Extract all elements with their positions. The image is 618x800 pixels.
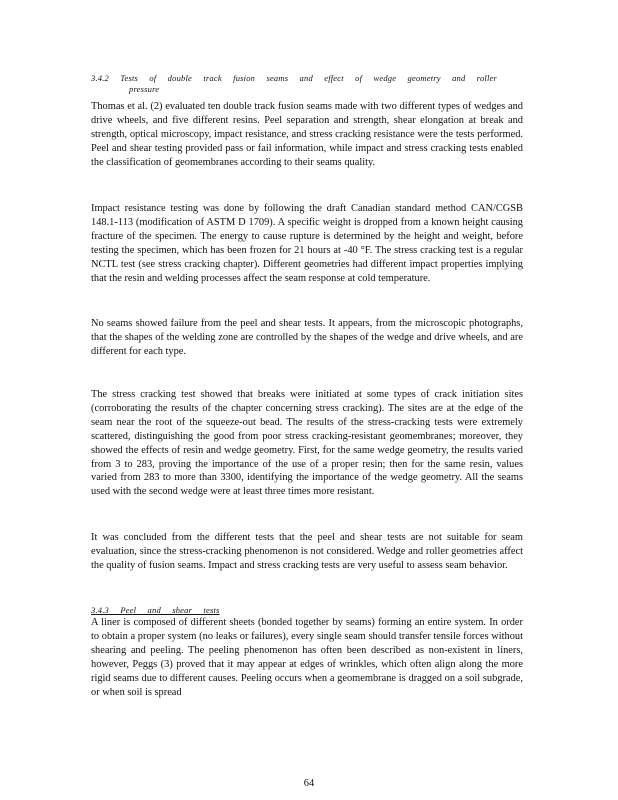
section-heading-continuation: pressure <box>129 84 160 94</box>
paragraph-peel-shear-results: No seams showed failure from the peel and shear tests. It appears, from the microscopic photographs, that the shapes of the welding zone are controlled by the shapes of the wedge and drive wheels, and are different for each type. <box>91 318 523 357</box>
paragraph-stress-cracking: The stress cracking test showed that breaks were initiated at some types of crack initiation sites (corroborating the results of the chapter concerning stress cracking). The sites are at the edge of the seam near the root of the squeeze-out bead. The results of the stress-cracking tests were extremely scattered, distinguishing the good from poor stress cracking-resistant geomembranes; moreover, they showed the effects of resin and wedge geometry. First, for the same wedge geometry, the results varied from 3 to 283, proving the importance of the use of a proper resin; then for the same resin, values varied from 283 to more than 3300, identifying the importance of the wedge geometry. All the seams used with the second wedge were at least three times more resistant. <box>91 389 523 498</box>
paragraph-thomas-evaluation: Thomas et al. (2) evaluated ten double track fusion seams made with two different types of wedges and drive wheels, and five different resins. Peel separation and strength, shear elongation at break and strength, optical microscopy, impact resistance, and stress cracking resistance were the tests performed. Peel and shear testing provided pass or fail information, while impact and stress cracking tests enabled the classification of geomembranes according to their seams quality. <box>91 101 523 168</box>
section-heading-text: 3.4.2 Tests of double track fusion seams and effect of wedge geometry and roller <box>91 73 497 83</box>
paragraph-conclusion: It was concluded from the different tests that the peel and shear tests are not suitable for seam evaluation, since the stress-cracking phenomenon is not considered. Wedge and roller geometries affect the quality of fusion seams. Impact and stress cracking tests are very useful to assess seam behavior. <box>91 532 523 571</box>
page-number: 64 <box>303 778 315 789</box>
paragraph-liner-composition: A liner is composed of different sheets (bonded together by seams) forming an entire system. In order to obtain a proper system (no leaks or failures), every single seam should transfer tensile forces without shearing and peeling. The peeling phenomenon has often been described as non-existent in liners, however, Peggs (3) proved that it may appear at edges of wrinkles, which often align along the more rigid seams due to different causes. Peeling occurs when a geomembrane is dragged on a soil subgrade, or when soil is spread <box>91 617 523 698</box>
paragraph-impact-resistance: Impact resistance testing was done by following the draft Canadian standard method CAN/CGSB 148.1-113 (modification of ASTM D 1709). A specific weight is dropped from a known height causing fracture of the specimen. The energy to cause rupture is determined by the height and weight, before testing the specimen, which has been frozen for 21 hours at -40 °F. The stress cracking test is a regular NCTL test (see stress cracking chapter). Different geometries had different impact properties implying that the resin and welding processes affect the seam response at cold temperature. <box>91 203 523 284</box>
section-heading-3-4-3: 3.4.3 Peel and shear tests <box>91 605 220 615</box>
section-heading-3-4-2 <box>91 73 531 95</box>
